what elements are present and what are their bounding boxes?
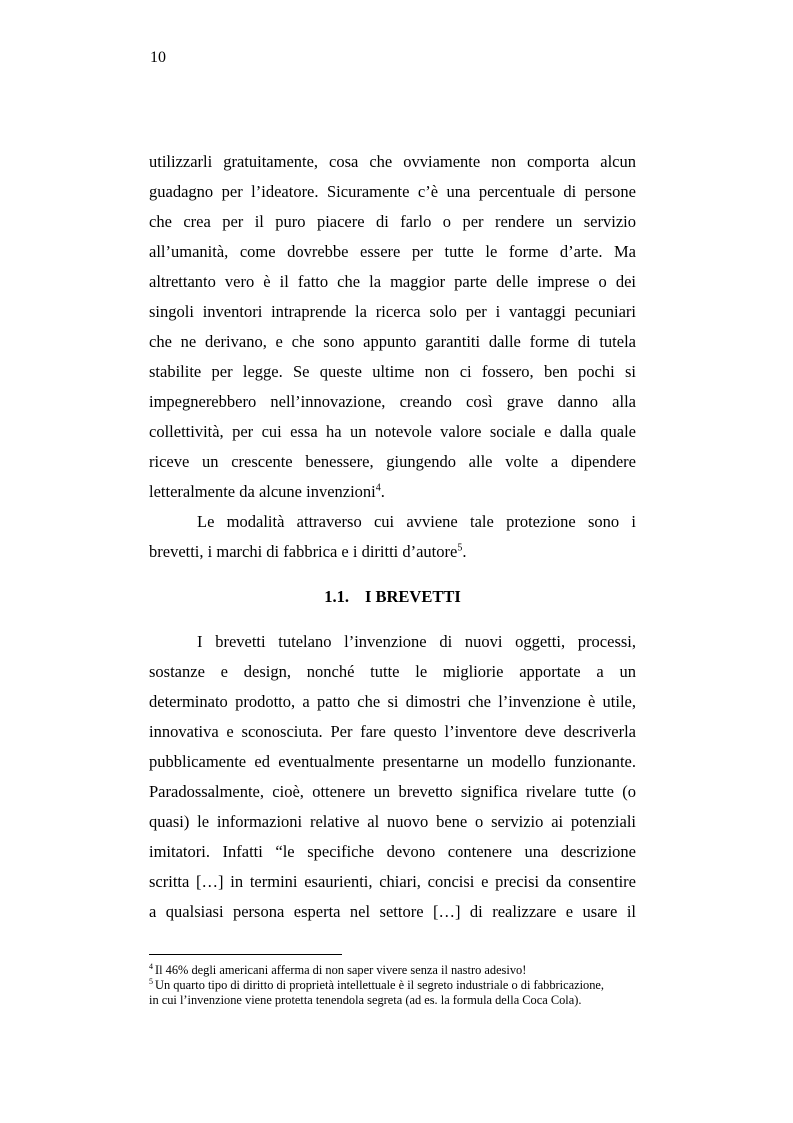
- body-text: [149, 147, 636, 927]
- text-line: sostanze e design, nonché tutte le migliorie apportate a un: [149, 662, 636, 681]
- footnote-number: 5: [149, 976, 153, 986]
- page-number: 10: [150, 49, 166, 66]
- footnote-ref-5[interactable]: 5: [457, 542, 463, 554]
- text-line: scritta […] in termini esaurienti, chiari, concisi e precisi da consentire: [149, 872, 636, 891]
- text-line: che crea per il puro piacere di farlo o per rendere un servizio: [149, 212, 636, 231]
- footnotes: [149, 963, 643, 1008]
- text-fragment: .: [462, 542, 467, 561]
- footnote-5-continuation: in cui l’invenzione viene protetta tenendola segreta (ad es. la formula della Coca Cola).: [149, 993, 582, 1007]
- section-number: 1.1.: [324, 587, 349, 606]
- section-title: I BREVETTI: [364, 587, 461, 606]
- text-line: collettività, per cui essa ha un notevole valore sociale e dalla quale: [149, 422, 636, 441]
- text-line: I brevetti tutelano l’invenzione di nuovi oggetti, processi,: [197, 632, 636, 651]
- footnote-5: [149, 978, 643, 993]
- footnote-separator: [149, 954, 342, 955]
- paragraph-2: [149, 507, 636, 567]
- text-line: all’umanità, come dovrebbe essere per tutte le forme d’arte. Ma: [149, 242, 636, 261]
- text-line: Paradossalmente, cioè, ottenere un brevetto significa rivelare tutte (o: [149, 782, 636, 801]
- section-heading: [149, 582, 636, 612]
- text-line: Le modalità attraverso cui avviene tale protezione sono i: [197, 512, 636, 531]
- text-line: pubblicamente ed eventualmente presentarne un modello funzionante.: [149, 752, 636, 771]
- text-line: determinato prodotto, a patto che si dimostri che l’invenzione è utile,: [149, 692, 636, 711]
- text-line: stabilite per legge. Se queste ultime non ci fossero, ben pochi si: [149, 362, 636, 381]
- text-fragment: brevetti, i marchi di fabbrica e i diritti d’autore: [149, 542, 458, 561]
- text-line: [149, 477, 636, 507]
- text-line: altrettanto vero è il fatto che la maggior parte delle imprese o dei: [149, 272, 636, 291]
- text-line: imitatori. Infatti “le specifiche devono contenere una descrizione: [149, 842, 636, 861]
- footnote-number: 4: [149, 961, 153, 971]
- text-line: impegnerebbero nell’innovazione, creando così grave danno alla: [149, 392, 636, 411]
- text-line: quasi) le informazioni relative al nuovo bene o servizio ai potenziali: [149, 812, 636, 831]
- footnote-text: Un quarto tipo di diritto di proprietà intellettuale è il segreto industriale o di fabbricazione,: [155, 978, 605, 992]
- text-line: che ne derivano, e che sono appunto garantiti dalle forme di tutela: [149, 332, 636, 351]
- text-line: a qualsiasi persona esperta nel settore […] di realizzare e usare il: [149, 902, 636, 921]
- text-fragment: .: [380, 482, 385, 501]
- paragraph-1: [149, 147, 636, 507]
- text-line: guadagno per l’ideatore. Sicuramente c’è una percentuale di persone: [149, 182, 636, 201]
- text-line: riceve un crescente benessere, giungendo alle volte a dipendere: [149, 452, 636, 471]
- text-line: [149, 537, 636, 567]
- footnote-4: [149, 963, 643, 978]
- footnote-ref-4[interactable]: 4: [375, 482, 381, 494]
- text-line: singoli inventori intraprende la ricerca solo per i vantaggi pecuniari: [149, 302, 636, 321]
- text-line: innovativa e sconosciuta. Per fare questo l’inventore deve descriverla: [149, 722, 636, 741]
- footnote-text: Il 46% degli americani afferma di non saper vivere senza il nastro adesivo!: [155, 963, 527, 977]
- paragraph-3: [149, 627, 636, 927]
- text-line: utilizzarli gratuitamente, cosa che ovviamente non comporta alcun: [149, 152, 636, 171]
- text-fragment: letteralmente da alcune invenzioni: [149, 482, 376, 501]
